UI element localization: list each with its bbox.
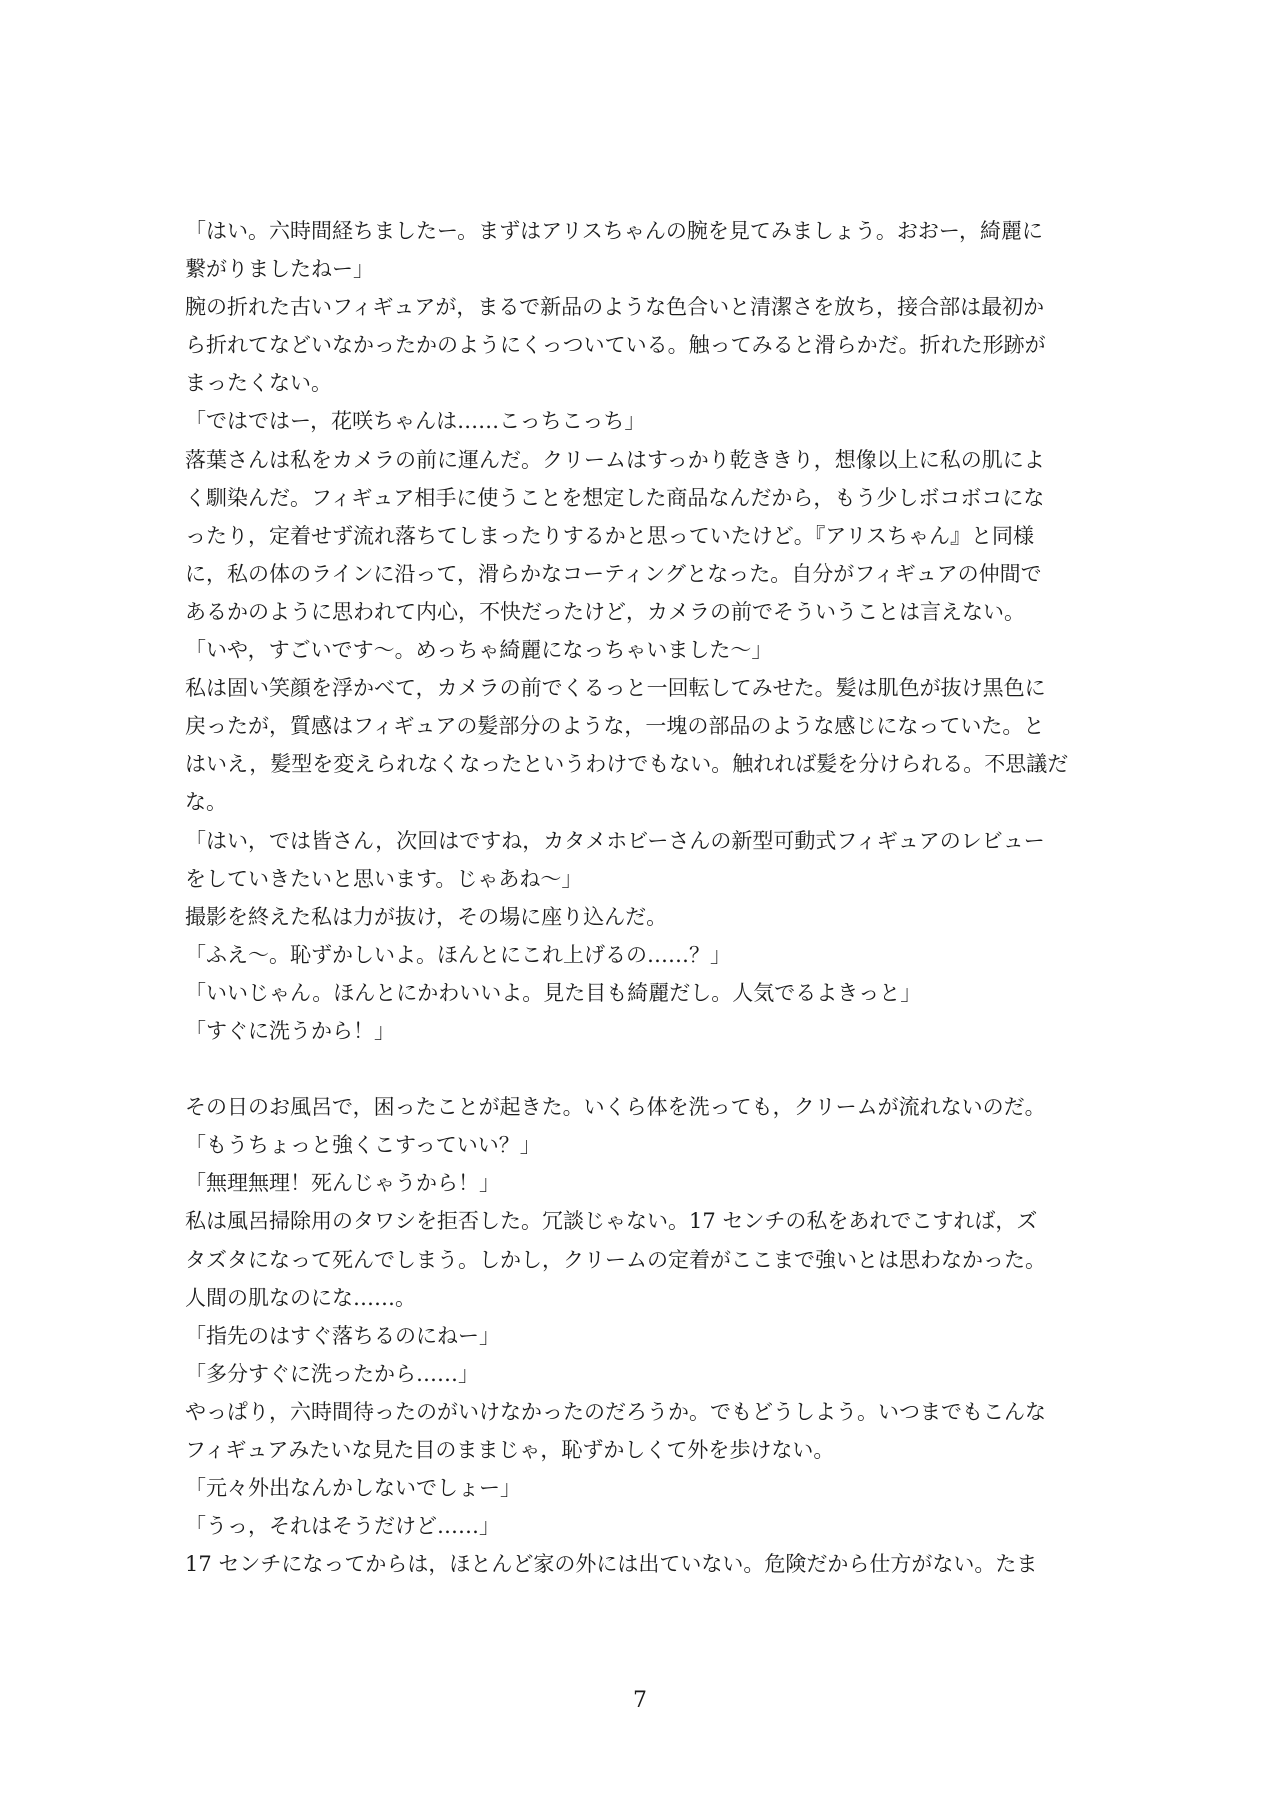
body-text xyxy=(185,212,1105,1583)
text-line: 「はい。六時間経ちましたー。まずはアリスちゃんの腕を見てみましょう。おおー，綺麗に xyxy=(185,219,1044,243)
text-line: 「指先のはすぐ落ちるのにねー」 xyxy=(185,1323,500,1348)
text-line: まったくない。 xyxy=(185,371,332,396)
text-line: 人間の肌なのにな……。 xyxy=(185,1285,416,1310)
text-line: タズタになって死んでしまう。しかし，クリームの定着がここまで強いとは思わなかった。 xyxy=(185,1247,1046,1272)
text-line: 「無理無理！死んじゃうから！」 xyxy=(185,1171,500,1196)
text-line: 撮影を終えた私は力が抜け，その場に座り込んだ。 xyxy=(185,904,668,929)
text-line: あるかのように思われて内心，不快だったけど，カメラの前でそういうことは言えない。 xyxy=(185,599,1025,624)
text-line: 「ふえ～。恥ずかしいよ。ほんとにこれ上げるの……？」 xyxy=(185,942,731,967)
text-line: 「いや，すごいです～。めっちゃ綺麗になっちゃいました～」 xyxy=(185,638,773,663)
text-line: 「ではではー，花咲ちゃんは……こっちこっち」 xyxy=(185,409,646,434)
text-line: やっぱり，六時間待ったのがいけなかったのだろうか。でもどうしよう。いつまでもこんな xyxy=(185,1399,1046,1424)
text-line: 「いいじゃん。ほんとにかわいいよ。見た目も綺麗だし。人気でるよきっと」 xyxy=(185,980,922,1005)
text-line: 「多分すぐに洗ったから……」 xyxy=(185,1361,479,1386)
text-line: な。 xyxy=(185,790,227,815)
text-line: フィギュアみたいな見た目のままじゃ，恥ずかしくて外を歩けない。 xyxy=(185,1438,835,1462)
text-line: 私は風呂掃除用のタワシを拒否した。冗談じゃない。17 センチの私をあれでこすれば，ズ xyxy=(185,1209,1038,1234)
text-line: 私は固い笑顔を浮かべて，カメラの前でくるっと一回転してみせた。髪は肌色が抜け黒色に xyxy=(185,676,1046,701)
text-line: 腕の折れた古いフィギュアが，まるで新品のような色合いと清潔さを放ち，接合部は最初か xyxy=(185,295,1045,320)
text-line: ら折れてなどいなかったかのようにくっついている。触ってみると滑らかだ。折れた形跡が xyxy=(185,333,1046,358)
text-line: 「もうちょっと強くこすっていい？」 xyxy=(185,1133,541,1158)
text-line: 17 センチになってからは，ほとんど家の外には出ていない。危険だから仕方がない。たま xyxy=(185,1552,1038,1577)
text-line: はいえ，髪型を変えられなくなったというわけでもない。触れれば髪を分けられる。不思議だ xyxy=(185,752,1069,777)
text-line: く馴染んだ。フィギュア相手に使うことを想定した商品なんだから，もう少しボコボコにな xyxy=(185,485,1045,510)
text-line: 「すぐに洗うから！」 xyxy=(185,1018,395,1043)
text-line: 「はい，では皆さん，次回はですね，カタメホビーさんの新型可動式フィギュアのレビュー xyxy=(185,828,1045,853)
text-line: 戻ったが，質感はフィギュアの髪部分のような，一塊の部品のような感じになっていた。と xyxy=(185,714,1045,739)
text-line: 落葉さんは私をカメラの前に運んだ。クリームはすっかり乾ききり，想像以上に私の肌によ xyxy=(185,447,1045,472)
text-line: をしていきたいと思います。じゃあね～」 xyxy=(185,866,583,891)
text-line: 「元々外出なんかしないでしょー」 xyxy=(185,1476,521,1501)
text-line: に，私の体のラインに沿って，滑らかなコーティングとなった。自分がフィギュアの仲間で xyxy=(185,561,1042,586)
blank-line xyxy=(185,1050,1105,1088)
page-number: 7 xyxy=(633,1688,647,1713)
text-line: 「うっ，それはそうだけど……」 xyxy=(185,1514,500,1539)
text-line: ったり，定着せず流れ落ちてしまったりするかと思っていたけど。『アリスちゃん』と同様 xyxy=(185,523,1035,548)
text-line: 繋がりましたねー」 xyxy=(185,257,374,282)
text-line: その日のお風呂で，困ったことが起きた。いくら体を洗っても，クリームが流れないのだ。 xyxy=(185,1095,1046,1120)
